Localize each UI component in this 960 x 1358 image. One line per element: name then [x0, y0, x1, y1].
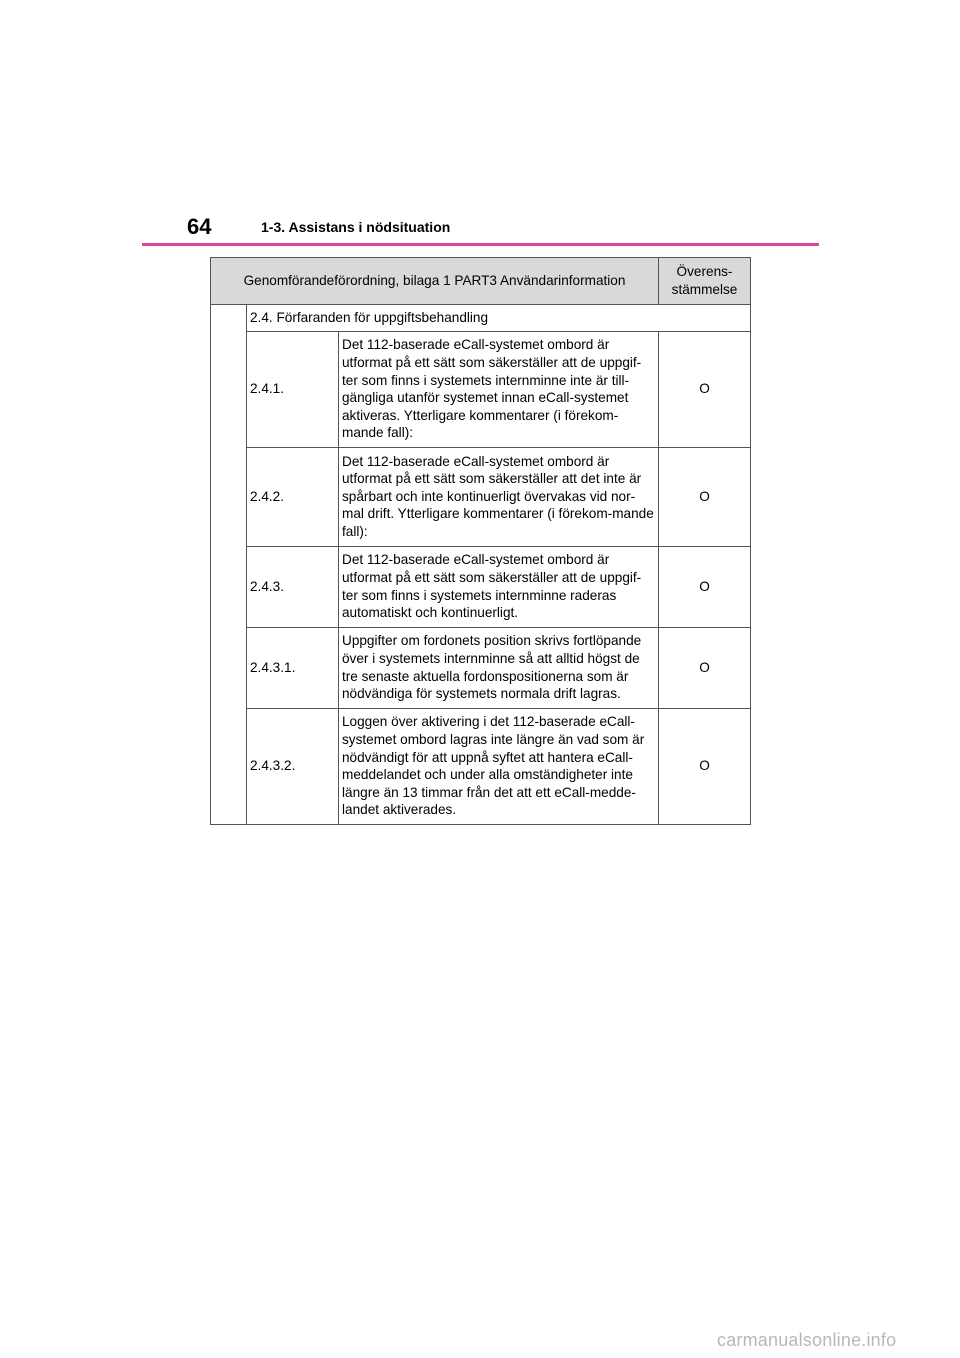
row-code: 2.4.3.2. [247, 708, 339, 824]
conformity-table [210, 257, 751, 825]
row-conformity: O [659, 331, 751, 447]
conformity-header-line-2: stämmelse [671, 282, 738, 297]
row-description: Uppgifter om fordonets position skrivs fortlöpande över i systemets internminne så att alltid högst de tre senaste aktuella fordonspositionerna som är nödvändiga för systemets normala drift lagras. [339, 627, 659, 708]
table-row [211, 627, 751, 708]
page-number: 64 [187, 214, 212, 239]
row-code: 2.4.3.1. [247, 627, 339, 708]
row-conformity: O [659, 708, 751, 824]
sub-heading: 2.4. Förfaranden för uppgiftsbehandling [247, 305, 751, 332]
row-description: Det 112-baserade eCall-systemet ombord är utformat på ett sätt som säkerställer att de uppgif-ter som finns i systemets internminne inte är till-gängliga utanför systemet innan eCall-systemet aktiveras. Ytterligare kommentarer (i förekom-mande fall): [339, 331, 659, 447]
table-row [211, 546, 751, 627]
watermark: carmanualsonline.info [717, 1330, 897, 1350]
row-conformity: O [659, 447, 751, 546]
row-conformity: O [659, 627, 751, 708]
row-code: 2.4.2. [247, 447, 339, 546]
row-code: 2.4.3. [247, 546, 339, 627]
row-description: Det 112-baserade eCall-systemet ombord är utformat på ett sätt som säkerställer att det inte är spårbart och inte kontinuerligt övervakas vid nor-mal drift. Ytterligare kommentarer (i förekom-mande fall): [339, 447, 659, 546]
regulation-column-header: Genomförandeförordning, bilaga 1 PART3 Användarinformation [211, 258, 659, 305]
row-description: Loggen över aktivering i det 112-baserade eCall-systemet ombord lagras inte längre än vad som är nödvändigt för att uppnå syftet att hantera eCall-meddelandet och under alla omständigheter inte längre än 13 timmar från det att ett eCall-medde-landet aktiverades. [339, 708, 659, 824]
row-code: 2.4.1. [247, 331, 339, 447]
row-conformity: O [659, 546, 751, 627]
indent-cell [211, 305, 247, 825]
table-header-row [211, 258, 751, 305]
header-rule [142, 243, 819, 246]
conformity-column-header [659, 258, 751, 305]
conformity-header-line-1: Överens- [676, 264, 733, 280]
table-row [211, 331, 751, 447]
table-row [211, 447, 751, 546]
section-title: 1-3. Assistans i nödsituation [261, 219, 451, 235]
row-description: Det 112-baserade eCall-systemet ombord är utformat på ett sätt som säkerställer att de uppgif-ter som finns i systemets internminne raderas automatiskt och kontinuerligt. [339, 546, 659, 627]
sub-heading-row [211, 305, 751, 332]
table-row [211, 708, 751, 824]
